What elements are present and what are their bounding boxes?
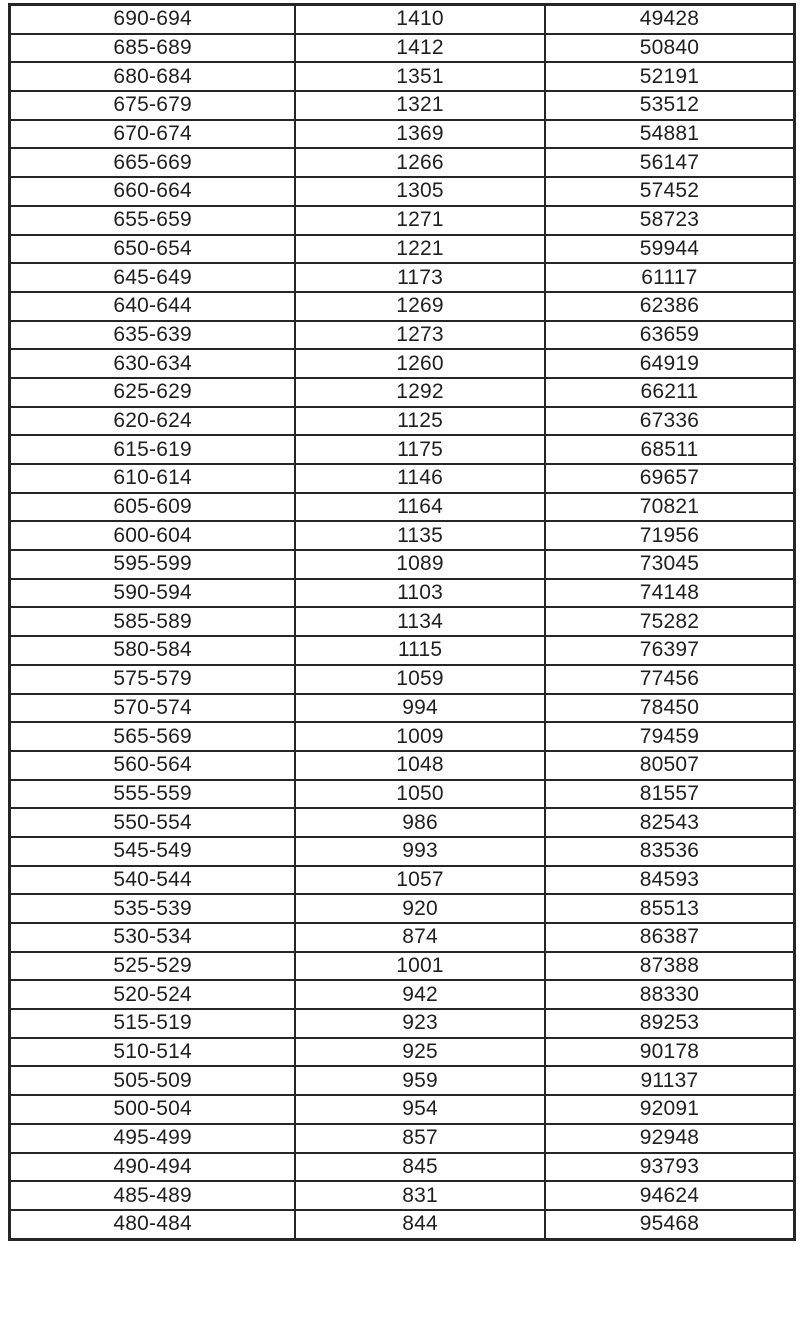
count-cell: 845 xyxy=(295,1153,545,1182)
cumulative-count-cell: 71956 xyxy=(545,521,795,550)
score-range-cell: 680-684 xyxy=(10,62,296,91)
cumulative-count-cell: 63659 xyxy=(545,321,795,350)
table-row xyxy=(10,349,795,378)
score-range-cell: 550-554 xyxy=(10,808,296,837)
score-range-cell: 690-694 xyxy=(10,5,296,34)
table-row xyxy=(10,521,795,550)
score-range-cell: 590-594 xyxy=(10,579,296,608)
table-row xyxy=(10,722,795,751)
count-cell: 1048 xyxy=(295,751,545,780)
table-row xyxy=(10,866,795,895)
count-cell: 959 xyxy=(295,1066,545,1095)
count-cell: 1089 xyxy=(295,550,545,579)
cumulative-count-cell: 80507 xyxy=(545,751,795,780)
score-range-cell: 515-519 xyxy=(10,1009,296,1038)
score-range-cell: 610-614 xyxy=(10,464,296,493)
cumulative-count-cell: 53512 xyxy=(545,91,795,120)
score-range-cell: 535-539 xyxy=(10,894,296,923)
score-range-cell: 530-534 xyxy=(10,923,296,952)
table-row xyxy=(10,1066,795,1095)
count-cell: 1115 xyxy=(295,636,545,665)
cumulative-count-cell: 85513 xyxy=(545,894,795,923)
count-cell: 986 xyxy=(295,808,545,837)
count-cell: 1103 xyxy=(295,579,545,608)
score-range-cell: 655-659 xyxy=(10,206,296,235)
cumulative-count-cell: 68511 xyxy=(545,435,795,464)
score-range-cell: 555-559 xyxy=(10,780,296,809)
cumulative-count-cell: 70821 xyxy=(545,493,795,522)
count-cell: 923 xyxy=(295,1009,545,1038)
count-cell: 831 xyxy=(295,1181,545,1210)
count-cell: 993 xyxy=(295,837,545,866)
count-cell: 1050 xyxy=(295,780,545,809)
table-row xyxy=(10,579,795,608)
score-range-cell: 630-634 xyxy=(10,349,296,378)
table-row xyxy=(10,1095,795,1124)
count-cell: 920 xyxy=(295,894,545,923)
count-cell: 1146 xyxy=(295,464,545,493)
cumulative-count-cell: 88330 xyxy=(545,980,795,1009)
score-range-cell: 585-589 xyxy=(10,607,296,636)
score-range-cell: 620-624 xyxy=(10,407,296,436)
table-row xyxy=(10,177,795,206)
count-cell: 1221 xyxy=(295,235,545,264)
score-range-cell: 545-549 xyxy=(10,837,296,866)
count-cell: 1271 xyxy=(295,206,545,235)
cumulative-count-cell: 87388 xyxy=(545,952,795,981)
cumulative-count-cell: 62386 xyxy=(545,292,795,321)
cumulative-count-cell: 73045 xyxy=(545,550,795,579)
table-row xyxy=(10,1181,795,1210)
count-cell: 1321 xyxy=(295,91,545,120)
count-cell: 1292 xyxy=(295,378,545,407)
cumulative-count-cell: 59944 xyxy=(545,235,795,264)
count-cell: 942 xyxy=(295,980,545,1009)
table-row xyxy=(10,665,795,694)
score-range-cell: 580-584 xyxy=(10,636,296,665)
score-range-cell: 485-489 xyxy=(10,1181,296,1210)
score-range-cell: 675-679 xyxy=(10,91,296,120)
table-row xyxy=(10,1038,795,1067)
count-cell: 1410 xyxy=(295,5,545,34)
score-range-cell: 510-514 xyxy=(10,1038,296,1067)
score-range-cell: 615-619 xyxy=(10,435,296,464)
cumulative-count-cell: 57452 xyxy=(545,177,795,206)
score-range-cell: 490-494 xyxy=(10,1153,296,1182)
table-row xyxy=(10,34,795,63)
count-cell: 1135 xyxy=(295,521,545,550)
cumulative-count-cell: 95468 xyxy=(545,1210,795,1239)
table-row xyxy=(10,923,795,952)
table-row xyxy=(10,636,795,665)
count-cell: 1125 xyxy=(295,407,545,436)
score-range-cell: 540-544 xyxy=(10,866,296,895)
score-range-cell: 595-599 xyxy=(10,550,296,579)
table-body xyxy=(10,5,795,1240)
table-row xyxy=(10,1153,795,1182)
count-cell: 1273 xyxy=(295,321,545,350)
table-row xyxy=(10,607,795,636)
cumulative-count-cell: 49428 xyxy=(545,5,795,34)
score-range-cell: 670-674 xyxy=(10,120,296,149)
cumulative-count-cell: 91137 xyxy=(545,1066,795,1095)
table-row xyxy=(10,378,795,407)
cumulative-count-cell: 58723 xyxy=(545,206,795,235)
cumulative-count-cell: 89253 xyxy=(545,1009,795,1038)
score-range-cell: 500-504 xyxy=(10,1095,296,1124)
score-range-cell: 570-574 xyxy=(10,694,296,723)
score-range-cell: 520-524 xyxy=(10,980,296,1009)
count-cell: 1134 xyxy=(295,607,545,636)
table-row xyxy=(10,894,795,923)
score-range-cell: 575-579 xyxy=(10,665,296,694)
count-cell: 1175 xyxy=(295,435,545,464)
cumulative-count-cell: 54881 xyxy=(545,120,795,149)
table-row xyxy=(10,435,795,464)
table-row xyxy=(10,980,795,1009)
table-row xyxy=(10,148,795,177)
score-range-cell: 635-639 xyxy=(10,321,296,350)
count-cell: 1059 xyxy=(295,665,545,694)
score-range-cell: 665-669 xyxy=(10,148,296,177)
cumulative-count-cell: 78450 xyxy=(545,694,795,723)
cumulative-count-cell: 61117 xyxy=(545,263,795,292)
score-range-cell: 650-654 xyxy=(10,235,296,264)
cumulative-count-cell: 67336 xyxy=(545,407,795,436)
table-row xyxy=(10,1210,795,1239)
count-cell: 1305 xyxy=(295,177,545,206)
count-cell: 994 xyxy=(295,694,545,723)
score-range-cell: 660-664 xyxy=(10,177,296,206)
cumulative-count-cell: 79459 xyxy=(545,722,795,751)
cumulative-count-cell: 75282 xyxy=(545,607,795,636)
count-cell: 1001 xyxy=(295,952,545,981)
count-cell: 1260 xyxy=(295,349,545,378)
count-cell: 1266 xyxy=(295,148,545,177)
table-row xyxy=(10,206,795,235)
count-cell: 1009 xyxy=(295,722,545,751)
cumulative-count-cell: 94624 xyxy=(545,1181,795,1210)
cumulative-count-cell: 69657 xyxy=(545,464,795,493)
count-cell: 1173 xyxy=(295,263,545,292)
table-row xyxy=(10,292,795,321)
score-range-cell: 625-629 xyxy=(10,378,296,407)
table-row xyxy=(10,952,795,981)
table-row xyxy=(10,91,795,120)
count-cell: 1369 xyxy=(295,120,545,149)
table-row xyxy=(10,1009,795,1038)
score-range-cell: 525-529 xyxy=(10,952,296,981)
cumulative-count-cell: 83536 xyxy=(545,837,795,866)
cumulative-count-cell: 77456 xyxy=(545,665,795,694)
count-cell: 844 xyxy=(295,1210,545,1239)
cumulative-count-cell: 81557 xyxy=(545,780,795,809)
score-range-cell: 560-564 xyxy=(10,751,296,780)
score-range-cell: 685-689 xyxy=(10,34,296,63)
cumulative-count-cell: 50840 xyxy=(545,34,795,63)
score-range-cell: 640-644 xyxy=(10,292,296,321)
table-row xyxy=(10,321,795,350)
score-range-cell: 600-604 xyxy=(10,521,296,550)
cumulative-count-cell: 93793 xyxy=(545,1153,795,1182)
cumulative-count-cell: 84593 xyxy=(545,866,795,895)
table-row xyxy=(10,5,795,34)
count-cell: 857 xyxy=(295,1124,545,1153)
table-row xyxy=(10,464,795,493)
count-cell: 1269 xyxy=(295,292,545,321)
table-row xyxy=(10,407,795,436)
cumulative-count-cell: 56147 xyxy=(545,148,795,177)
cumulative-count-cell: 92948 xyxy=(545,1124,795,1153)
score-range-cell: 505-509 xyxy=(10,1066,296,1095)
cumulative-count-cell: 74148 xyxy=(545,579,795,608)
table-row xyxy=(10,235,795,264)
score-range-cell: 565-569 xyxy=(10,722,296,751)
cumulative-count-cell: 92091 xyxy=(545,1095,795,1124)
score-range-cell: 495-499 xyxy=(10,1124,296,1153)
score-distribution-table xyxy=(8,3,796,1241)
count-cell: 874 xyxy=(295,923,545,952)
count-cell: 1412 xyxy=(295,34,545,63)
table-row xyxy=(10,751,795,780)
table-row xyxy=(10,493,795,522)
score-range-cell: 480-484 xyxy=(10,1210,296,1239)
cumulative-count-cell: 76397 xyxy=(545,636,795,665)
table-row xyxy=(10,837,795,866)
table-row xyxy=(10,263,795,292)
table-row xyxy=(10,550,795,579)
table-row xyxy=(10,1124,795,1153)
table-row xyxy=(10,62,795,91)
table-row xyxy=(10,694,795,723)
score-range-cell: 605-609 xyxy=(10,493,296,522)
cumulative-count-cell: 82543 xyxy=(545,808,795,837)
count-cell: 1057 xyxy=(295,866,545,895)
cumulative-count-cell: 52191 xyxy=(545,62,795,91)
count-cell: 925 xyxy=(295,1038,545,1067)
count-cell: 954 xyxy=(295,1095,545,1124)
cumulative-count-cell: 66211 xyxy=(545,378,795,407)
cumulative-count-cell: 64919 xyxy=(545,349,795,378)
cumulative-count-cell: 86387 xyxy=(545,923,795,952)
count-cell: 1164 xyxy=(295,493,545,522)
table-row xyxy=(10,808,795,837)
count-cell: 1351 xyxy=(295,62,545,91)
score-range-cell: 645-649 xyxy=(10,263,296,292)
table-row xyxy=(10,780,795,809)
cumulative-count-cell: 90178 xyxy=(545,1038,795,1067)
table-row xyxy=(10,120,795,149)
